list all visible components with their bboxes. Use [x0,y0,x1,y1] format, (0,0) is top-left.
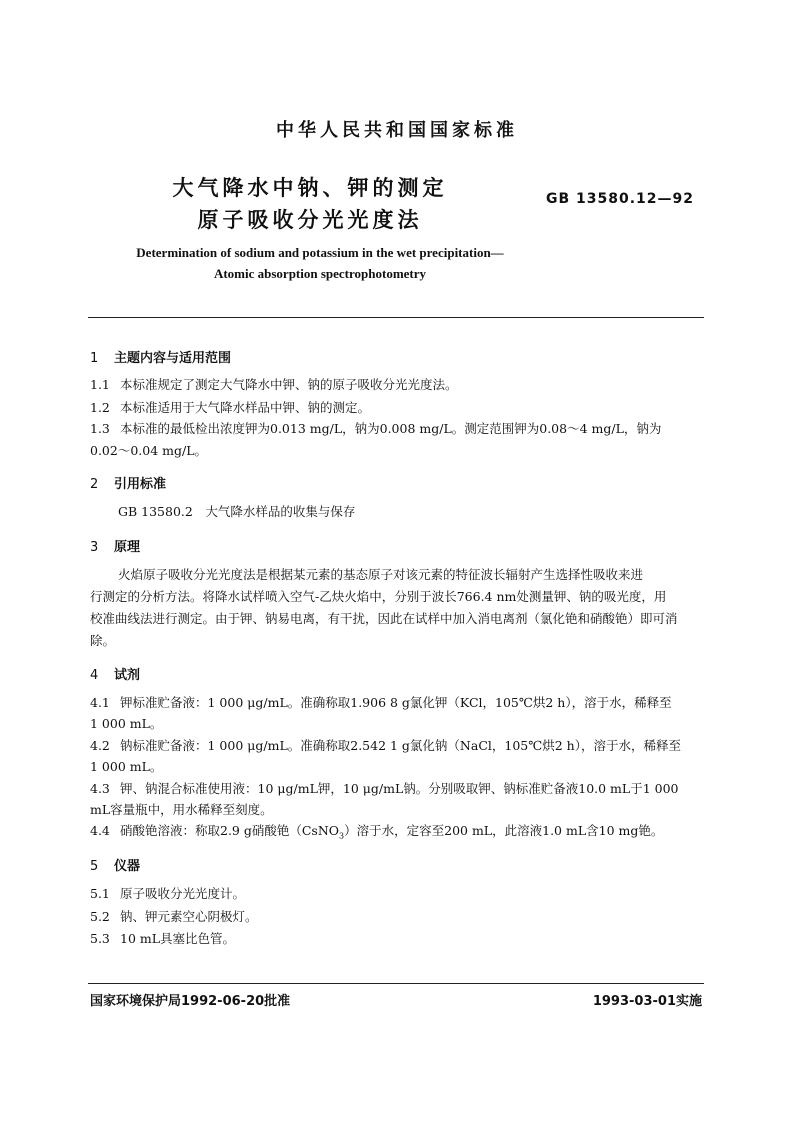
clause-number: 1.2 [90,400,110,415]
clause-number: 4.4 [90,823,110,838]
clause [90,397,706,419]
clause-text: 原子吸收分光光度计。 [120,886,246,901]
clause [90,906,706,928]
effective-date: 1993-03-01实施 [592,994,702,1009]
reference-entry: GB 13580.2 大气降水样品的收集与保存 [118,504,356,519]
clause-number: 5.3 [90,931,110,946]
clause-text: 钾、钠混合标准使用液：10 μg/mL钾，10 μg/mL钠。分别吸取钾、钠标准贮备液10.0 mL于1 000 [120,781,679,796]
clause-number: 4.2 [90,738,110,753]
clause-number: 4.3 [90,781,110,796]
section-heading [90,473,166,492]
paragraph-line: 除。 [90,633,116,648]
clause-continuation: mL容量瓶中，用水稀释至刻度。 [90,802,273,817]
clause-continuation: 0.02～0.04 mg/L。 [90,443,208,458]
clause-continuation: 1 000 mL。 [90,716,163,731]
english-title-line2: Atomic absorption spectrophotometry [213,266,427,281]
section-heading [90,536,140,555]
footer-divider [88,983,704,984]
clause-continuation: 1 000 mL。 [90,759,163,774]
section-title: 引用标准 [114,477,167,492]
paragraph-line: 火焰原子吸收分光光度法是根据某元素的基态原子对该元素的特征波长辐射产生选择性吸收来进 [118,567,644,582]
paragraph-line: 校准曲线法进行测定。由于钾、钠易电离，有干扰，因此在试样中加入消电离剂（氯化铯和硝酸铯）即可消 [90,611,678,626]
clause-text: 本标准的最低检出浓度钾为0.013 mg/L，钠为0.008 mg/L。测定范围钾为0.08～4 mg/L，钠为 [120,421,662,436]
section-number: 5 [90,859,99,874]
national-standard-heading: 中华人民共和国国家标准 [276,120,518,141]
clause-text: 10 mL具塞比色管。 [120,931,236,946]
section-number: 2 [90,477,99,492]
clause [90,778,706,800]
paragraph-line: 行测定的分析方法。将降水试样喷入空气-乙炔火焰中，分别于波长766.4 nm处测量钾、钠的吸光度，用 [90,589,667,604]
section-heading [90,855,140,874]
section-title: 主题内容与适用范围 [114,351,232,366]
clause-text: 硝酸铯溶液：称取2.9 g硝酸铯（CsNO [120,823,340,838]
section-number: 4 [90,668,99,683]
clause-text: 钾标准贮备液：1 000 μg/mL。准确称取1.906 8 g氯化钾（KCl，105℃烘2 h），溶于水，稀释至 [120,695,672,710]
clause-number: 5.1 [90,886,110,901]
clause [90,883,706,905]
approval-date: 国家环境保护局1992-06-20批准 [90,994,291,1009]
section-title: 试剂 [114,668,141,683]
clause-text: 钠标准贮备液：1 000 μg/mL。准确称取2.542 1 g氯化钠（NaCl，105℃烘2 h），溶于水，稀释至 [120,738,681,753]
document-title-line1: 大气降水中钠、钾的测定 [172,176,448,200]
header-divider [88,317,704,318]
document-title-line2: 原子吸收分光光度法 [197,208,423,232]
clause-text: 本标准规定了测定大气降水中钾、钠的原子吸收分光光度法。 [120,377,458,392]
clause-number: 5.2 [90,909,110,924]
clause [90,374,706,396]
clause-number: 1.1 [90,377,110,392]
section-number: 3 [90,540,99,555]
clause-text: 钠、钾元素空心阴极灯。 [120,909,258,924]
section-heading [90,664,140,683]
standard-code: GB 13580.12—92 [546,191,695,207]
section-number: 1 [90,351,99,366]
clause [90,692,706,714]
clause [90,418,706,440]
clause [90,735,706,757]
clause [90,820,706,848]
subscript: 3 [339,831,345,841]
clause-text: 本标准适用于大气降水样品中钾、钠的测定。 [120,400,371,415]
clause [90,928,706,950]
section-title: 原理 [114,540,141,555]
clause-number: 4.1 [90,695,110,710]
english-title-line1: Determination of sodium and potassium in the wet precipitation— [136,245,504,260]
clause-number: 1.3 [90,421,110,436]
clause-text: ）溶于水，定容至200 mL，此溶液1.0 mL含10 mg铯。 [344,823,664,838]
section-heading [90,347,231,366]
section-title: 仪器 [114,859,141,874]
